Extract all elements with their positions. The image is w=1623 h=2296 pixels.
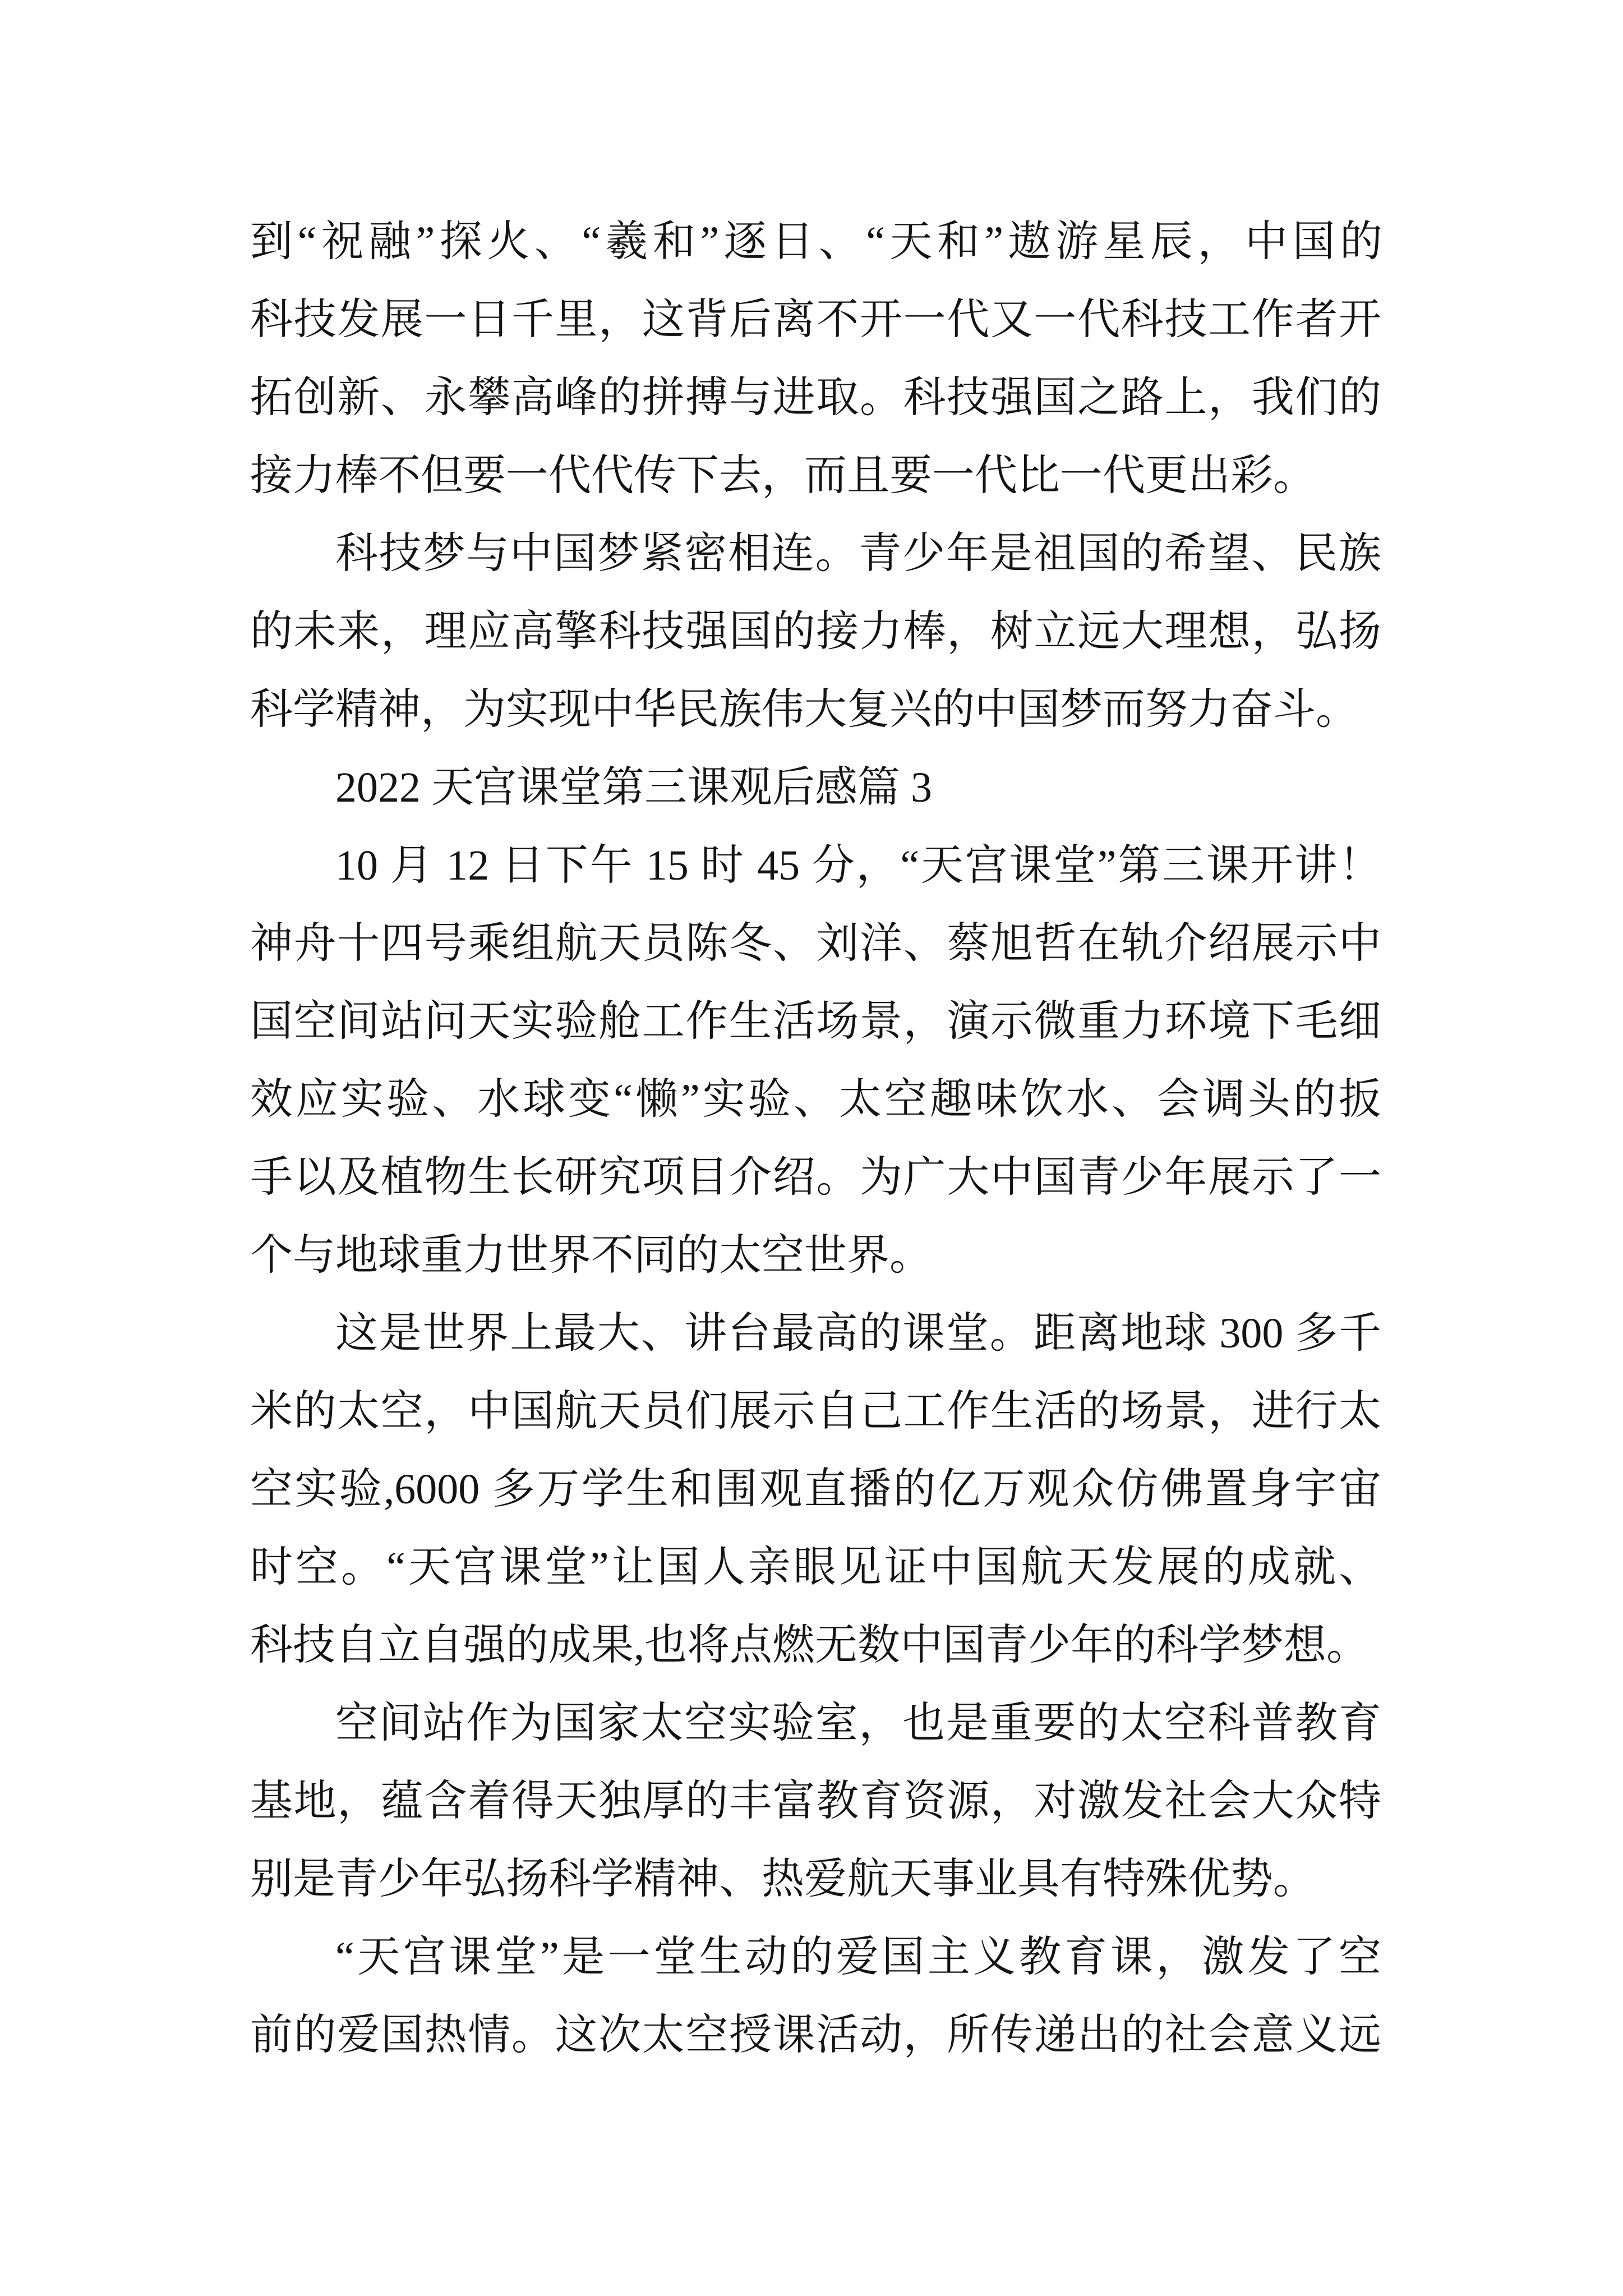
text-line: 这是世界上最大、讲台最高的课堂。距离地球 300 多千 (335, 1310, 1381, 1357)
paragraph (250, 1918, 1381, 2074)
text-line: 科技发展一日千里，这背后离不开一代又一代科技工作者开 (250, 296, 1381, 343)
text-line: 到“祝融”探火、“羲和”逐日、“天和”遨游星辰，中国的 (250, 218, 1381, 265)
paragraph (250, 1685, 1381, 1918)
text-line: 10 月 12 日下午 15 时 45 分，“天宫课堂”第三课开讲！ (335, 842, 1381, 889)
text-line: 拓创新、永攀高峰的拼搏与进取。科技强国之路上，我们的 (250, 374, 1381, 421)
text-line: 基地，蕴含着得天独厚的丰富教育资源，对激发社会大众特 (250, 1778, 1381, 1825)
text-line: 国空间站问天实验舱工作生活场景，演示微重力环境下毛细 (250, 998, 1381, 1045)
text-line: 空间站作为国家太空实验室，也是重要的太空科普教育 (335, 1700, 1381, 1747)
text-line: 时空。“天宫课堂”让国人亲眼见证中国航天发展的成就、 (250, 1544, 1381, 1591)
text-line: 科技自立自强的成果,也将点燃无数中国青少年的科学梦想。 (250, 1622, 1369, 1669)
text-line: 效应实验、水球变“懒”实验、太空趣味饮水、会调头的扳 (250, 1076, 1381, 1123)
paragraph (250, 1295, 1381, 1685)
paragraph (250, 203, 1381, 515)
text-line: 手以及植物生长研究项目介绍。为广大中国青少年展示了一 (250, 1154, 1381, 1201)
text-line: 接力棒不但要一代代传下去，而且要一代比一代更出彩。 (250, 452, 1316, 499)
document-body (250, 203, 1381, 2074)
text-line: 个与地球重力世界不同的太空世界。 (250, 1232, 932, 1279)
text-line: 米的太空，中国航天员们展示自己工作生活的场景，进行太 (250, 1388, 1381, 1435)
text-line: “天宫课堂”是一堂生动的爱国主义教育课，激发了空 (335, 1934, 1381, 1981)
text-line: 别是青少年弘扬科学精神、热爱航天事业具有特殊优势。 (250, 1856, 1316, 1903)
text-line: 科技梦与中国梦紧密相连。青少年是祖国的希望、民族 (335, 530, 1381, 577)
article-title (250, 749, 1381, 827)
text-line: 科学精神，为实现中华民族伟大复兴的中国梦而努力奋斗。 (250, 686, 1358, 733)
text-line: 的未来，理应高擎科技强国的接力棒，树立远大理想，弘扬 (250, 608, 1381, 655)
text-line: 空实验,6000 多万学生和围观直播的亿万观众仿佛置身宇宙 (250, 1466, 1381, 1513)
paragraph (250, 515, 1381, 749)
article-title-text: 2022 天宫课堂第三课观后感篇 3 (335, 764, 932, 811)
text-line: 神舟十四号乘组航天员陈冬、刘洋、蔡旭哲在轨介绍展示中 (250, 920, 1381, 967)
paragraph (250, 827, 1381, 1295)
text-line: 前的爱国热情。这次太空授课活动，所传递出的社会意义远 (250, 2012, 1381, 2059)
